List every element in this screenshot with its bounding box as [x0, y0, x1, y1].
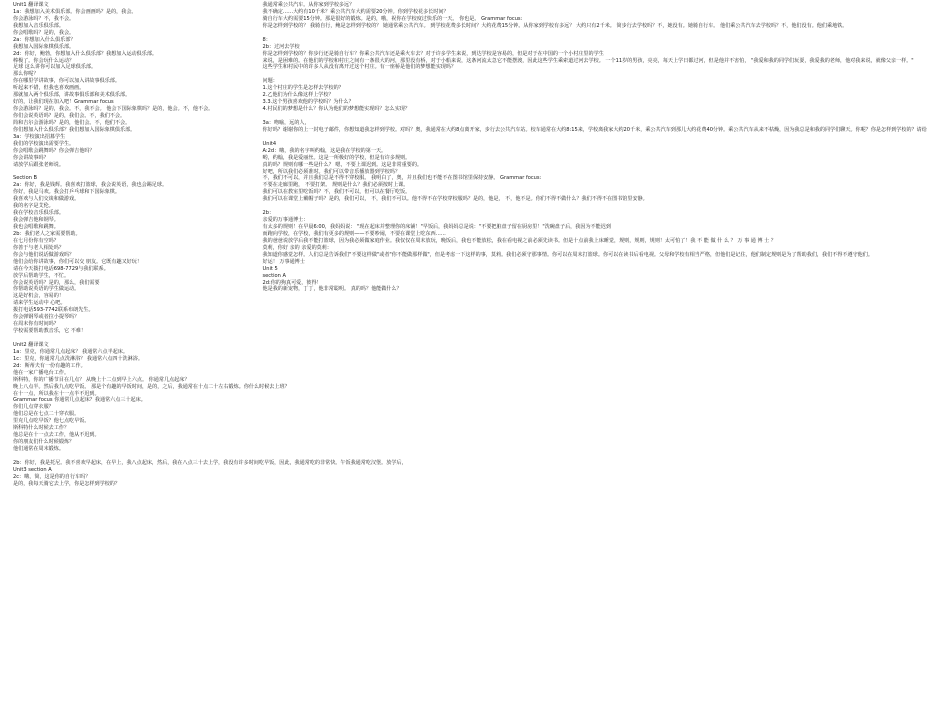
text-line [263, 203, 487, 210]
text-line: 足球 这么讲你可以加入足球俱乐部。 [13, 64, 97, 71]
text-line: 他在一家广播电台工作。 [13, 369, 70, 376]
text-line: 你帮助说英语的学生做运动。 [13, 286, 80, 293]
text-line: 2b：过河去学校 [262, 43, 300, 50]
text-line: 我也会唱歌和跳舞。 [13, 224, 59, 230]
text-line: 你好，我是马欢。我会打乒乓球和下国际象棋。 [13, 189, 120, 196]
text-line: 听起来不错，但我也喜欢画画。 [13, 85, 85, 92]
text-line: 亲爱的万事通博士： [262, 217, 309, 224]
text-line: 请来学生运动中 心吧。 [13, 300, 66, 307]
text-line: 他们总是在七点二十穿衣服。 [13, 411, 80, 418]
text-line: 你们几点穿衣服？ [13, 404, 54, 411]
text-line: 我的名字是艾伦。 [13, 203, 54, 210]
text-line: 有太多的规则！在早晨6:00，我妈妈说： "现在起床并整理你的床铺！"早饭后，我妈妈总是说："不要把脏盘子留在厨房里！"洗碗盘子后，我因为不能迟到 [262, 224, 611, 230]
text-line: 我在学校音乐俱乐部。 [13, 210, 64, 217]
text-line: 他是我的新宠物，丁丁，他非常聪明。 真的吗？他能做什么？ [262, 286, 402, 293]
text-line: 4.村民们的梦想是什么？你认为他们的梦想能实现吗？怎么实现？ [262, 106, 410, 113]
text-line: 在七月份你有空吗？ [13, 237, 59, 244]
text-line: Unit1 翻译课文 [13, 2, 49, 8]
text-line: 2b： [262, 210, 275, 217]
text-line: 我想加入国际象棋俱乐部。 [13, 43, 75, 50]
text-line: 你是怎样到学校的？ 我骑自行，鲍是怎样到学校的？ 她通常乘公共汽车。 到学校花费多长时间？大约花费15分钟。从你家到学校有多远？ 大约只有2千米。 简步行去学校吗？不，她没有。她骑自行车。 他们乘公共汽车去学校吗？不，他们没有。他们乘地铁。 [262, 22, 848, 29]
text-line: 你会唱歌吗？是的，我会。 [13, 29, 75, 36]
text-line: 来说，是困难的。在他们的学校和村庄之间有一条很大的河，那里没有桥，对于小船来说，这条河流太急它不能摆渡，因此这些学生乘索道过河去学校。 一个11岁的男孩，亮亮，每天上学日都过河，但是他并不害怕， "我爱和我的同学们玩耍，我爱我的老师，他对我来说，就像父亲一样。" [262, 57, 914, 64]
text-line: 2b：你好，我是托尼。我不喜欢早起床，在早上，我八点起床，然后，我在八点三十去上学，我没有许多时间吃早饭，因此，我通常吃的非常快。午饭我通常吃汉堡。放学后， [13, 459, 407, 466]
text-line: 请放学后跟张老师说。 [13, 161, 64, 168]
text-line: 我们可以在教室里吃饭吗？不，我们不可以，但可以在餐厅吃饭。 [262, 189, 411, 196]
text-line: 2.乙他们为什么像这样上学校？ [262, 92, 334, 99]
text-line: A:2d：嗨，我的名字叫约翰，这是我在学校的第一天。 [262, 147, 387, 154]
text-line: 你会游泳吗？是的，我会。不，我不会。 他会下国际象棋吗？是的，他会。不，他不会。 [13, 106, 214, 113]
text-line: 2a：你好，我是钱辉。我喜欢打篮球，我会说英语，我也会踢足球。 [13, 182, 168, 189]
text-line: 拨打电话593-7742联系布朗先生。 [13, 307, 94, 314]
text-line: 2a：你想加入什么俱乐部？ [13, 36, 76, 43]
text-line: Unit 5 [262, 265, 278, 272]
text-line: 在十一点，所以我在十一点半不迟到。 [13, 390, 100, 397]
text-line [263, 113, 487, 120]
text-line: 在周末你有时间吗？ [13, 321, 59, 328]
text-line: 3a：吻喻，远的人， [262, 119, 310, 126]
text-line: 1a：里克，你通常几点起床？ 我通常六点半起床。 [13, 348, 128, 355]
text-line: 1c：里克，你通常几点洗淋浴？ 我通常六点四十洗淋浴。 [13, 355, 143, 362]
text-line: 我们可以在课堂上戴帽子吗？是的，我们可以， 不，我们不可以。他不得不在学校穿校服吗？是的，他是， 不，他不是。你们不得不做什么？我们不得不在图书馆里安静。 [262, 196, 648, 203]
text-line: 我通常乘公共汽车。从你家到学校多远？ [262, 2, 355, 8]
text-line: 哟，约翰，我是爱丽丝。这是一所极好的学校，但是有许多规则。 [262, 154, 411, 161]
text-line: 不，我们不可以，并且我们总是不得不穿校服。 我明白了，奥，并且我们也不能不在图书馆里保持安静。 Grammar focus: [262, 175, 542, 182]
text-line [263, 71, 487, 78]
text-line: 2d：你好，鲍勃，你想加入什么俱乐部？我想加入运动俱乐部。 [13, 50, 158, 57]
text-line: 斯科特什么时候去工作？ [13, 425, 70, 432]
text-line: 他们通常在周末锻炼。 [13, 446, 64, 452]
text-line: 而跑向学校，在学校，我们有更多的规则——不要吵闹，不要在课堂上吃东西…… [262, 230, 446, 237]
text-line: 你善于与老人相处吗？ [13, 244, 64, 251]
text-line: 我会弹吉他和钢琴。 [13, 217, 59, 224]
text-line: Unit3 section A [13, 466, 52, 473]
text-line: 他们会给你讲故事，你们可以交 朋友。它既有趣又好玩！ [13, 258, 142, 265]
text-line: 你会与他们说话做游戏吗？ [13, 251, 75, 258]
text-line [13, 453, 237, 460]
text-line [263, 30, 487, 37]
text-line: 棒极了。你会玩什么运动？ [13, 57, 75, 64]
text-line: 1.这个村庄的学生是怎样去学校的？ [262, 85, 344, 92]
text-line: 我喜欢与人们交谈和做游戏。 [13, 196, 80, 203]
text-line: Grammar focus 你通常几点起床？我通常六点三十起床。 [13, 397, 146, 404]
text-line: 晚上八点半。然后我九点吃早饭。 那是个有趣的早饭时间，是的，之后，我通常在十点二十左右锻炼。你什么时候去上班？ [13, 383, 290, 390]
text-line: 你们会说英语吗？是的，我们会。不，我们不会。 [13, 113, 126, 119]
text-line: 斯科特，你的广播节目在几点？ 从晚上十二点到早上六点。 你通常几点起床？ [13, 376, 190, 383]
text-line: 这是好机会，容易的！ [13, 293, 64, 300]
text-line: 不要在走廊里跑， 不要打架。 规则是什么？我们必须按时上课。 [262, 182, 409, 189]
text-line: 这些学生和村民中的许多人从没有离开过这个村庄。有一座桥是他们的梦想能实现吗？ [262, 64, 457, 71]
text-line: 好运！ 万事通博士 [262, 258, 305, 265]
text-line: 3.3.这个男孩喜欢他的学校吗？为什么？ [262, 99, 354, 106]
text-line: 请在今天拨打电话698-7729与我们联系。 [13, 265, 109, 272]
text-line: 真的吗？规则有哪一些是什么？ 嗯，不要上课迟到。这是非常重要的。 [262, 161, 423, 168]
text-line: 你的朋友们什么时候锻炼？ [13, 439, 75, 446]
text-line: 莫莉，你好 亲的 亲爱的莫莉： [262, 244, 332, 251]
text-line: 你在哪里学讲故事，你可以加入讲故事俱乐部。 [13, 78, 120, 85]
text-line: 他总是在十一点去工作，他从不迟到。 [13, 432, 100, 439]
text-line: 那就加入两个俱乐部，讲故事俱乐部和美术俱乐部。 [13, 92, 131, 99]
text-line: 你会游泳吗？不，我不会。 [13, 15, 75, 22]
text-line: 骑自行车大约需要15分钟。那是很好的锻炼。是的，哦，祝你在学校度过快乐的一天。 你也是。 Grammar focus: [262, 15, 523, 22]
text-line: 2c：嗨，简，这是你的自行车吗？ [13, 473, 91, 480]
text-line: Section B [13, 175, 38, 182]
text-line [263, 134, 487, 141]
text-line: 简和吉尔会游泳吗？是的，他们会。不，他们不会。 [13, 119, 131, 126]
text-line: 你会讲故事吗？ [13, 154, 49, 161]
text-line: 2b：我们老人之家需要帮助。 [13, 230, 81, 237]
text-line: 你是怎样到学校的？你步行还是骑自行车？你乘公共汽车还是乘火车去？对于许多学生来说，到达学校是容易的，但是对于在中国的一个小村庄里的学生 [262, 50, 604, 57]
text-line: 8： [262, 36, 271, 43]
text-line: 是的，我每天骑它去上学，你是怎样到学校的？ [13, 480, 120, 487]
text-line [13, 335, 237, 342]
text-line: 3a：学校演出招募学生 [13, 133, 66, 140]
text-line: Unit4 [262, 140, 277, 147]
text-line: 我们的学校演出需要学生。 [13, 140, 75, 147]
text-line: 你会弹钢琴或者拉小提琴吗？ [13, 314, 80, 321]
text-line: 2d：斯蒂夫有一份有趣的工作。 [13, 362, 86, 369]
text-line: 学校需要帮助教音乐，它 不难！ [13, 328, 86, 335]
text-line: 我不确定……大约有10千米？乘公共汽车大约需要20分钟。你到学校花多长时间？ [262, 8, 449, 15]
text-line: 那么你呢？ [13, 71, 39, 78]
text-line: 好的，让我们现在加入吧！Grammar focus [13, 99, 114, 106]
text-line: section A [262, 272, 286, 279]
text-line: 你好吗？谢谢你的上一封电子邮件，你想知道我怎样到学校。对吗？奥，我通常在大约8点离开家，步行去公共汽车站。校车通常在大约8:15来，学校离我家大约20千米，乘公共汽车到那儿大约花费40分钟。乘公共汽车从来不枯燥，因为我总是和我的同学们聊天。你呢？你是怎样到学校的？请给 [262, 126, 927, 133]
text-line: 我知道你感觉怎样。人们总是告诉我们"不要这样做"或者"你不能做那样做"，但是考虑一下这样的事，莫莉。我们必须守那事情。你可以在周末打篮球。你可以在读书后看电视。父母和学校有相当严格，但他们是记住，他们制定规则是为了帮助我们，我们不得不遵守他们。 [262, 251, 873, 258]
text-line: Unit2 翻译课文 [13, 341, 49, 348]
text-line: 我的爸爸说放学后我不能打篮球，因为我必须做家庭作业。我仅仅在周末放玩，晚饭后，我也不能放松，我在看电视之前必须先读书。但是十点前我上床睡觉，规则，规则，规则！太可怕了！我 不 能 做 什 么 ？ 万 事 通 博 士 ？ [262, 237, 777, 244]
text-line [13, 169, 237, 176]
text-line: 问题： [262, 78, 278, 85]
text-line: 你们想加入什么俱乐部？我们想加入国际象棋俱乐部。 [13, 126, 136, 133]
text-line: 1a：我想加入美术俱乐部。你会画画吗？是的，我会。 [13, 8, 137, 15]
text-line: 我想加入音乐俱乐部。 [13, 22, 64, 29]
text-line: 你会唱歌会跳舞吗？你会弹吉他吗？ [13, 147, 95, 154]
text-line: 2d:你的狗真可爱，彼得！ [262, 279, 322, 286]
text-line: 放学后帮助学生，不忙。 [13, 272, 70, 279]
text-line: 好吧，所以我们必须准时。我们可以带音乐播放器到学校吗？ [262, 168, 401, 175]
text-line: 你会说英语吗？是的，那么，我们需要 [13, 279, 100, 286]
right-column [262, 2, 927, 702]
text-line: 里克几点吃早饭？他七点吃早饭。 [13, 418, 90, 425]
